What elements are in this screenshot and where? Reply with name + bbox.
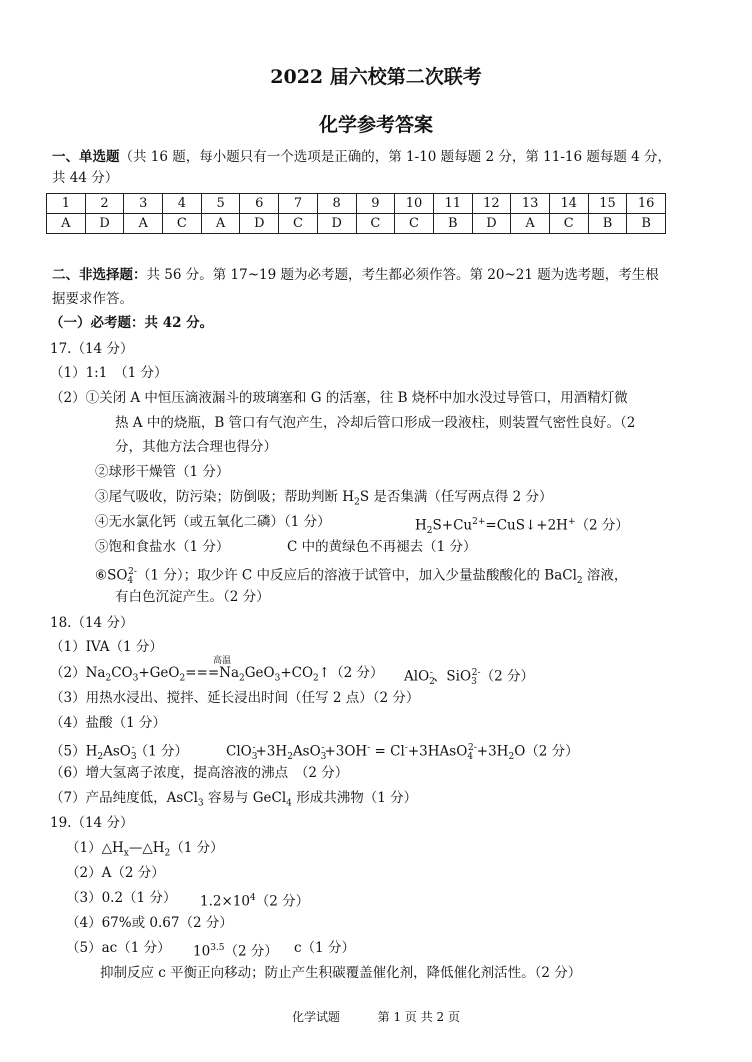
q19-p5-left: （5）ac（1 分） xyxy=(66,940,171,956)
q18-condition-label: 高温 xyxy=(213,656,232,666)
q19-p4: （4）67%或 0.67（2 分） xyxy=(66,915,233,931)
question-number-cell: 11 xyxy=(433,194,472,214)
question-number-cell: 10 xyxy=(395,194,434,214)
question-number-cell: 3 xyxy=(124,194,163,214)
answer-cell: C xyxy=(163,214,202,234)
q18-p1: （1）IVA（1 分） xyxy=(50,639,163,655)
answer-cell: A xyxy=(124,214,163,234)
q17-p5-equation: $H_2S+Cu^{2+}=CuS↓+2H^+(2$ 分） xyxy=(415,517,629,537)
answer-table xyxy=(46,193,666,234)
question-number-cell: 12 xyxy=(472,194,511,214)
q18-p3: （3）用热水浸出、搅拌、延长浸出时间（任写 2 点）（2 分） xyxy=(50,690,420,706)
section2-subheading: （一）必考题：共 42 分。 xyxy=(50,315,214,331)
question-number-cell: 15 xyxy=(588,194,627,214)
question-number-cell: 2 xyxy=(85,194,124,214)
answer-cell: A xyxy=(201,214,240,234)
answer-cell: C xyxy=(279,214,318,234)
section1-desc-line1: 一、单选题（共 16 题，每小题只有一个选项是正确的，第 1-10 题每题 2 分，第 11-16 题每题 4 分， xyxy=(52,149,672,165)
question-number-cell: 6 xyxy=(240,194,279,214)
section2-desc-line2: 据要求作答。 xyxy=(52,291,133,307)
answer-cell: D xyxy=(472,214,511,234)
table-row-answers xyxy=(47,214,666,234)
q18-head: 18.（14 分） xyxy=(50,615,134,631)
answer-cell: B xyxy=(588,214,627,234)
q19-head: 19.（14 分） xyxy=(50,815,134,831)
q17-p7-line2: 有白色沉淀产生。（2 分） xyxy=(115,589,270,605)
q18-p6: （6）增大氢离子浓度，提高溶液的沸点 （2 分） xyxy=(50,765,349,781)
q18-p4: （4）盐酸（1 分） xyxy=(50,715,166,731)
answer-cell: C xyxy=(395,214,434,234)
answer-cell: B xyxy=(433,214,472,234)
q17-p2-line2: 热 A 中的烧瓶，B 管口有气泡产生，冷却后管口形成一段液柱，则装置气密性良好。（2 xyxy=(115,415,636,431)
q19-p6: 抑制反应 c 平衡正向移动；防止产生积碳覆盖催化剂，降低催化剂活性。（2 分） xyxy=(100,965,582,981)
answer-cell: C xyxy=(549,214,588,234)
q19-p5-right: c（1 分） xyxy=(294,940,355,956)
section2-desc-line1: 二、非选择题：共 56 分。第 17~19 题为必考题，考生都必须作答。第 20~21 题为选考题，考生根 xyxy=(52,267,659,283)
table-row-numbers xyxy=(47,194,666,214)
section2-heading: 二、非选择题： xyxy=(52,267,147,283)
q17-p2-line3: 分，其他方法合理也得分） xyxy=(115,439,277,455)
question-number-cell: 16 xyxy=(627,194,666,214)
q17-p2-line1: （2）①关闭 A 中恒压滴液漏斗的玻璃塞和 G 的活塞，往 B 烧杯中加水没过导管口，用酒精灯微 xyxy=(50,390,628,406)
answer-cell: D xyxy=(85,214,124,234)
q17-p6-left: ⑤饱和食盐水（1 分） xyxy=(95,539,230,555)
q17-p3: ②球形干燥管（1 分） xyxy=(95,464,230,480)
q17-p6-right: C 中的黄绿色不再褪去（1 分） xyxy=(287,539,477,555)
q19-p3-right: $1.2\times 10^4(2$ 分） xyxy=(200,893,310,910)
q19-p3-left: （3）0.2（1 分） xyxy=(66,890,177,906)
q17-p5-left: ④无水氯化钙（或五氧化二磷）（1 分） xyxy=(95,514,331,530)
footer-subject: 化学试题 xyxy=(291,1010,340,1024)
section1-desc-line2: 共 44 分） xyxy=(52,170,119,186)
question-number-cell: 14 xyxy=(549,194,588,214)
question-number-cell: 7 xyxy=(279,194,318,214)
answer-cell: C xyxy=(356,214,395,234)
page-footer xyxy=(0,1008,752,1025)
q17-head: 17.（14 分） xyxy=(50,341,134,357)
answer-title: 化学参考答案 xyxy=(318,114,433,136)
q17-p4: ③尾气吸收，防污染；防倒吸；帮助判断 $H_2S$ 是否集满（任写两点得 2 分） xyxy=(95,489,553,508)
question-number-cell: 13 xyxy=(511,194,550,214)
exam-title: 2022 届六校第二次联考 xyxy=(270,66,482,88)
answer-cell: B xyxy=(627,214,666,234)
q17-p1: （1）1:1 （1 分） xyxy=(50,365,168,381)
q18-p2-ions: AlO$_2$-、SiO$_3^{2-}$（2 分） xyxy=(404,668,534,688)
answer-cell: A xyxy=(47,214,86,234)
question-number-cell: 9 xyxy=(356,194,395,214)
q18-p2-equation: $(2)Na_2CO_3+GeO_2===Na_2GeO_3+CO_2↑(2$ 分） xyxy=(50,665,384,684)
q18-p5-equation: $ClO_3^-+3H_2AsO_3^-+3OH^-$ = $Cl^-+3HAsO_4^{2-}+3H_2O(2$ 分） xyxy=(226,743,579,763)
q18-p5-left: $(5)H_2AsO_3^-(1$ 分） xyxy=(50,743,189,763)
q19-p1: $(1)\triangle H_x—\triangle H_2(1$ 分） xyxy=(66,840,224,859)
q17-p7-line1: $⑥SO_4^{2-}(1$ 分）；取少许 C 中反应后的溶液于试管中，加入少量盐酸酸化的 BaCl$_2$ 溶液， xyxy=(95,567,628,587)
question-number-cell: 4 xyxy=(163,194,202,214)
answer-cell: D xyxy=(317,214,356,234)
question-number-cell: 5 xyxy=(201,194,240,214)
question-number-cell: 1 xyxy=(47,194,86,214)
q19-p5-mid: $10^{3.5}(2$ 分） xyxy=(193,943,278,960)
q19-p2: （2）A（2 分） xyxy=(66,865,165,881)
answer-cell: D xyxy=(240,214,279,234)
q18-p7: （7）产品纯度低，AsCl$_3$ 容易与 GeCl$_4$ 形成共沸物（1 分） xyxy=(50,790,418,809)
answer-cell: A xyxy=(511,214,550,234)
question-number-cell: 8 xyxy=(317,194,356,214)
section1-heading: 一、单选题 xyxy=(52,149,120,165)
footer-page-number: 第 1 页 共 2 页 xyxy=(377,1010,460,1024)
